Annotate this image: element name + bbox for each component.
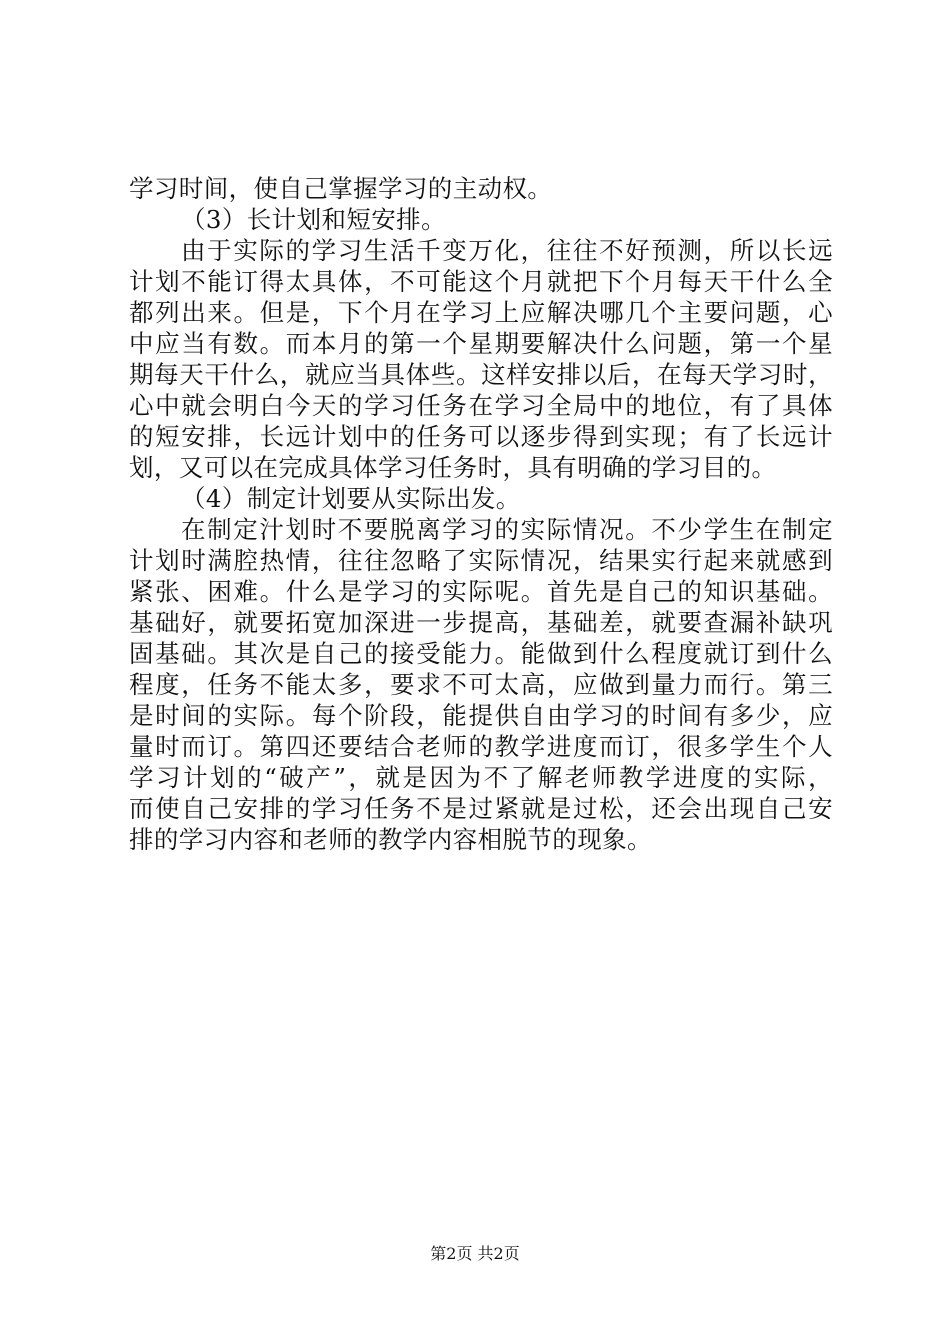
page-footer: 第2页 共2页 bbox=[430, 1244, 520, 1263]
text-line: 而使自己安排的学习任务不是过紧就是过松，还会出现自己安 bbox=[129, 794, 833, 823]
text-line: 在制定汁划时不要脱离学习的实际情况。不少学生在制定 bbox=[181, 515, 833, 544]
text-line: 是时间的实际。每个阶段，能提供自由学习的时间有多少，应 bbox=[129, 701, 833, 730]
text-line: 心中就会明白今天的学习任务在学习全局中的地位，有了具体 bbox=[129, 391, 833, 420]
text-line: 量时而订。第四还要结合老师的教学进度而订，很多学生个人 bbox=[129, 732, 833, 761]
text-line: 计划时满腔热情，往往忽略了实际情况，结果实行起来就感到 bbox=[129, 546, 833, 575]
text-line: 划，又可以在完成具体学习任务时，具有明确的学习目的。 bbox=[129, 453, 777, 482]
text-line: 学习时间，使自己掌握学习的主动权。 bbox=[129, 174, 553, 203]
text-line: 学习计划的“破产”，就是因为不了解老师教学进度的实际， bbox=[129, 763, 833, 792]
text-line: 紧张、困难。什么是学习的实际呢。首先是自己的知识基础。 bbox=[129, 577, 833, 606]
text-line: 都列出来。但是，下个月在学习上应解决哪几个主要问题，心 bbox=[129, 298, 833, 327]
text-line: 期每天干什么，就应当具体些。这样安排以后，在每天学习时， bbox=[129, 360, 833, 389]
text-line: 中应当有数。而本月的第一个星期要解决什么问题，第一个星 bbox=[129, 329, 833, 358]
document-body bbox=[129, 173, 833, 855]
section-heading-3: （3）长计划和短安排。 bbox=[181, 205, 446, 234]
text-line: 的短安排，长远计划中的任务可以逐步得到实现；有了长远计 bbox=[129, 422, 833, 451]
text-line: 计划不能订得太具体，不可能这个月就把下个月每天干什么全 bbox=[129, 267, 833, 296]
text-line: 基础好，就要拓宽加深进一步提高，基础差，就要查漏补缺巩 bbox=[129, 608, 833, 637]
section-heading-4: （4）制定计划要从实际出发。 bbox=[181, 484, 521, 513]
text-line: 由于实际的学习生活千变万化，往往不好预测，所以长远 bbox=[181, 236, 833, 265]
text-line: 固基础。其次是自己的接受能力。能做到什么程度就订到什么 bbox=[129, 639, 833, 668]
text-line: 排的学习内容和老师的教学内容相脱节的现象。 bbox=[129, 825, 652, 854]
text-line: 程度，任务不能太多，要求不可太高，应做到量力而行。第三 bbox=[129, 670, 833, 699]
